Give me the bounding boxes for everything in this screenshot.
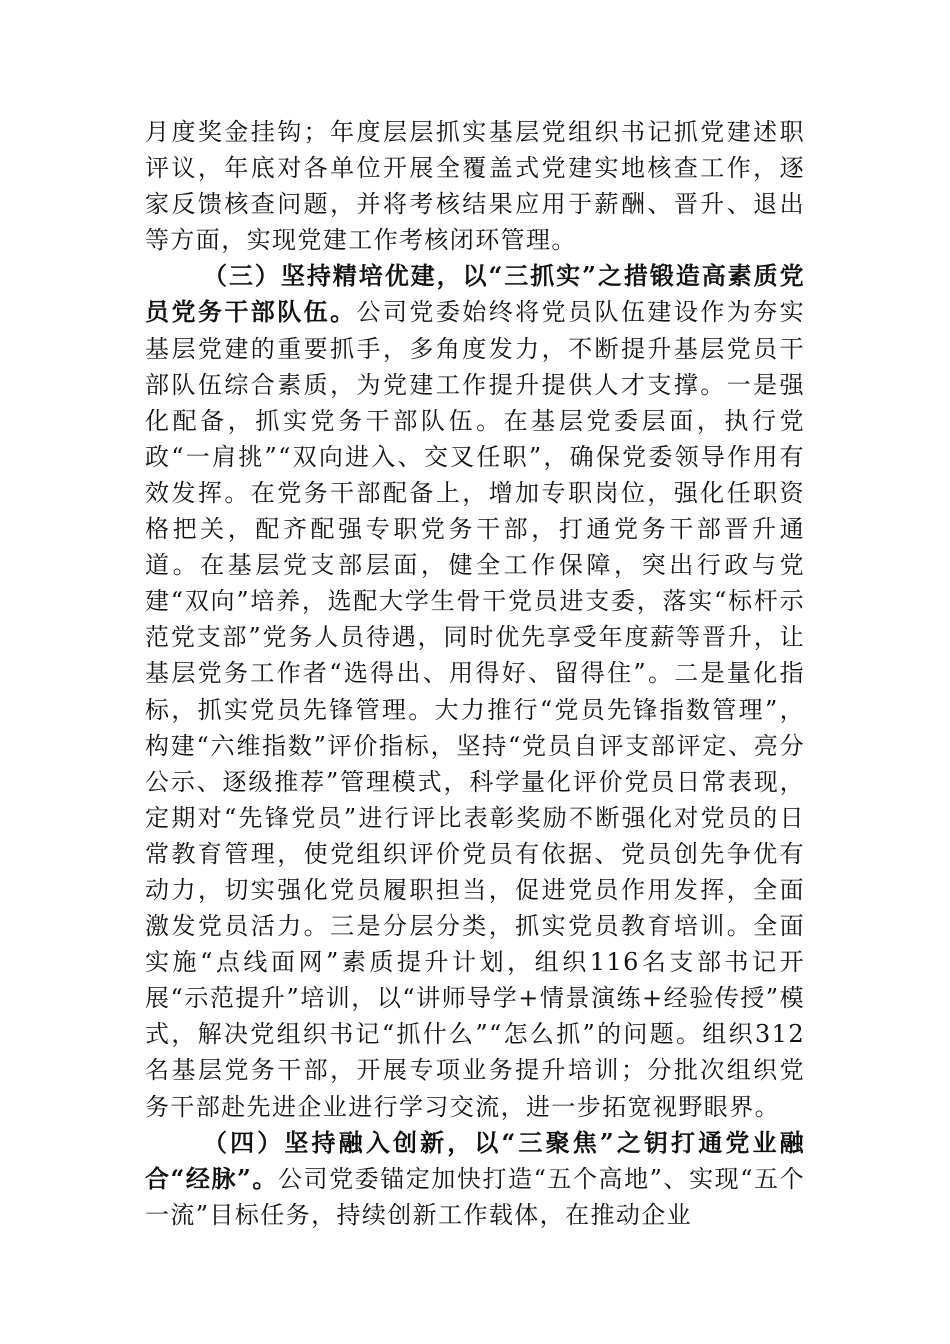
section-heading: （三）坚持精培优建，以“三抓实”之措锻造高素质党员党务干部队伍。 [145, 261, 805, 327]
paragraph-body: 公司党委始终将党员队伍建设作为夯实基层党建的重要抓手，多角度发力，不断提升基层党员干部队伍综合素质，为党建工作提升提供人才支撑。一是强化配备，抓实党务干部队伍。在基层党委层面，执行党政“一肩挑”“双向进入、交叉任职”，确保党委领导作用有效发挥。在党务干部配备上，增加专职岗位，强化任职资格把关，配齐配强专职党务干部，打通党务干部晋升通道。在基层党支部层面，健全工作保障，突出行政与党建“双向”培养，选配大学生骨干党员进支委，落实“标杆示范党支部”党务人员待遇，同时优先享受年度薪等晋升，让基层党务工作者“选得出、用得好、留得住”。二是量化指标，抓实党员先锋管理。大力推行“党员先锋指数管理”，构建“六维指数”评价指标，坚持“党员自评支部评定、亮分公示、逐级推荐”管理模式，科学量化评价党员日常表现，定期对“先锋党员”进行评比表彰奖励不断强化对党员的日常教育管理，使党组织评价党员有依据、党员创先争优有动力，切实强化党员履职担当，促进党员作用发挥，全面激发党员活力。三是分层分类，抓实党员教育培训。全面实施“点线面网”素质提升计划，组织116名支部书记开展“示范提升”培训，以“讲师导学+情景演练+经验传授”模式，解决党组织书记“抓什么”“怎么抓”的问题。组织312名基层党务干部，开展专项业务提升培训；分批次组织党务干部赴先进企业进行学习交流，进一步拓宽视野眼界。 [145, 298, 805, 1121]
section-heading: （四）坚持融入创新，以“三聚焦”之钥打通党业融合“经脉”。 [145, 1127, 805, 1193]
paragraph-section-three [145, 258, 805, 1124]
paragraph-section-four [145, 1125, 805, 1233]
paragraph-continuation [145, 114, 805, 258]
paragraph-body: 月度奖金挂钩；年度层层抓实基层党组织书记抓党建述职评议，年底对各单位开展全覆盖式党建实地核查工作，逐家反馈核查问题，并将考核结果应用于薪酬、晋升、退出等方面，实现党建工作考核闭环管理。 [145, 118, 805, 255]
document-page [145, 114, 805, 1233]
paragraph-body: 公司党委锚定加快打造“五个高地”、实现“五个一流”目标任务，持续创新工作载体，在推动企业 [145, 1164, 805, 1229]
